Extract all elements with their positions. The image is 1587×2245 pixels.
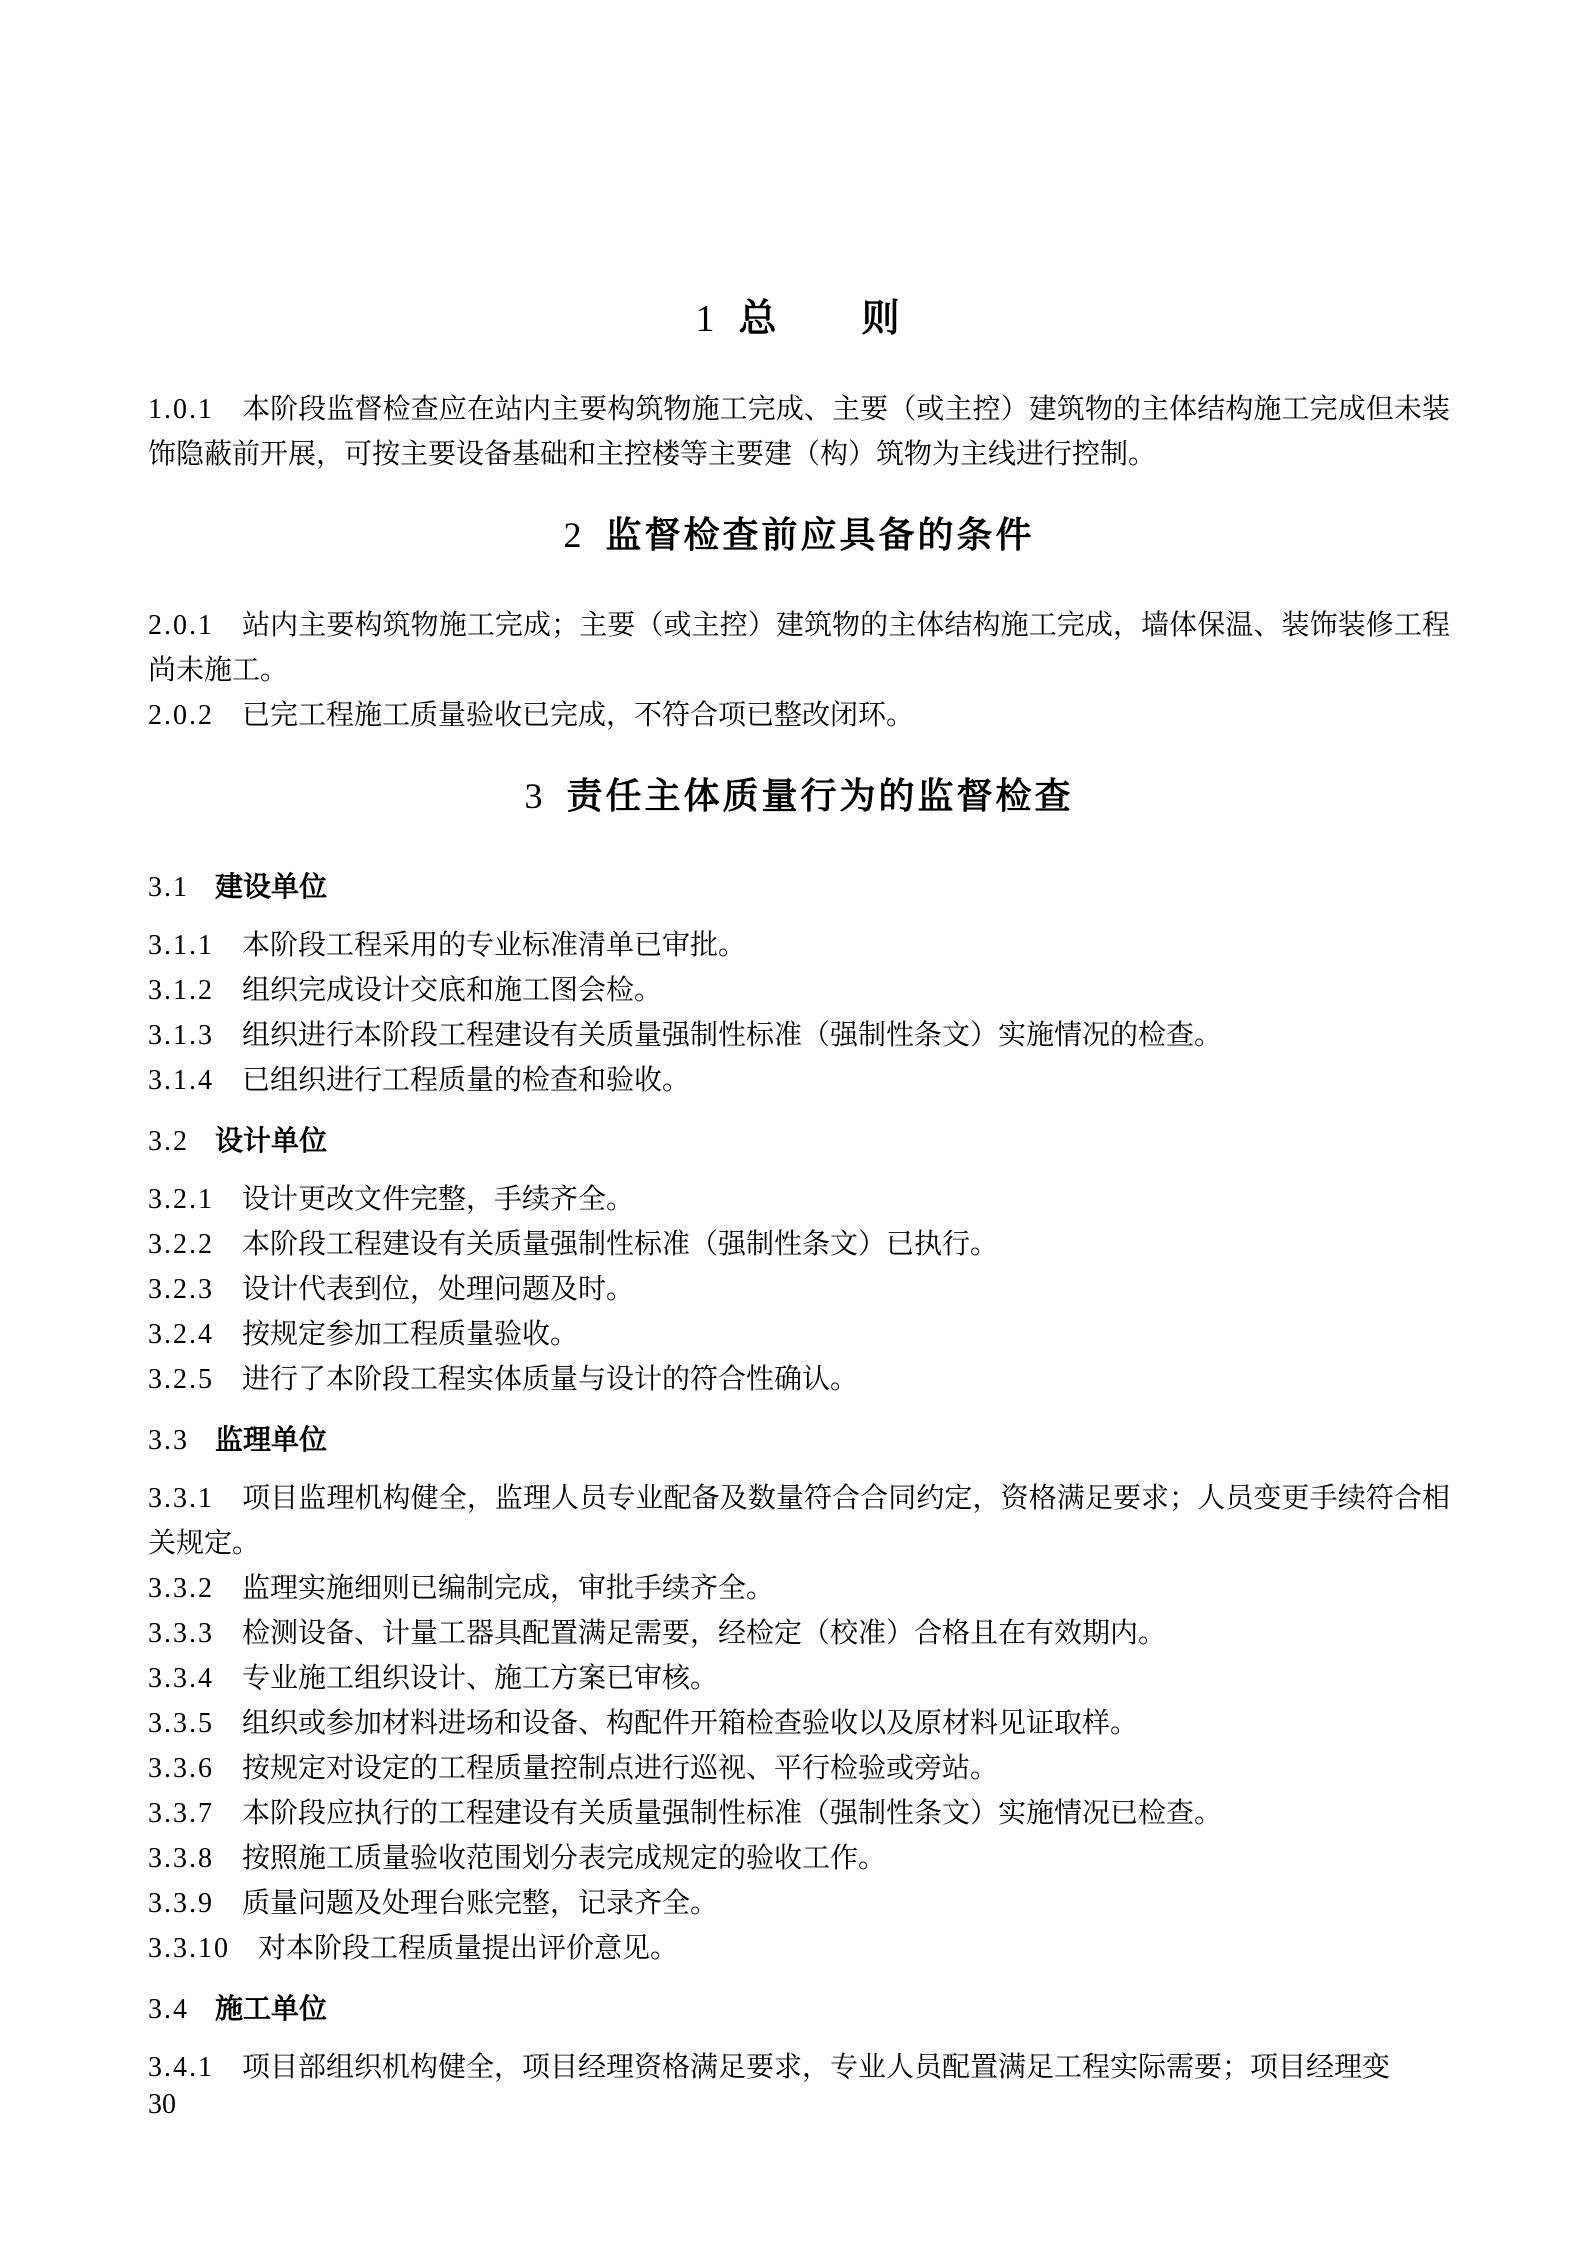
- clause-3-3-2: [148, 1566, 1450, 1611]
- clause-text: 专业施工组织设计、施工方案已审核。: [242, 1663, 719, 1694]
- chapter-3-number: 3: [524, 776, 543, 816]
- clause-number: 3.1.4: [148, 1065, 214, 1096]
- clause-text: 检测设备、计量工器具配置满足需要，经检定（校准）合格且在有效期内。: [242, 1618, 1167, 1649]
- subsection-3-2-title: 设计单位: [215, 1125, 328, 1156]
- clause-3-3-8: [148, 1836, 1450, 1881]
- clause-number: 3.3.9: [148, 1888, 214, 1919]
- chapter-1-heading: [148, 299, 1450, 339]
- clause-number: 3.3.5: [148, 1708, 214, 1739]
- clause-3-2-5: [148, 1357, 1450, 1402]
- clause-text: 已完工程施工质量验收已完成，不符合项已整改闭环。: [242, 700, 915, 731]
- clause-3-1-3: [148, 1013, 1450, 1058]
- clause-number: 1.0.1: [148, 394, 214, 425]
- clause-number: 3.1.1: [148, 930, 214, 961]
- clause-number: 3.2.1: [148, 1184, 214, 1215]
- clause-3-3-6: [148, 1746, 1450, 1791]
- subsection-3-3-heading: [148, 1417, 1450, 1463]
- clause-number: 2.0.2: [148, 700, 214, 731]
- clause-text: 站内主要构筑物施工完成；主要（或主控）建筑物的主体结构施工完成，墙体保温、装饰装修工程尚未施工。: [148, 610, 1450, 686]
- clause-number: 3.2.3: [148, 1274, 214, 1305]
- clause-text: 本阶段工程建设有关质量强制性标准（强制性条文）已执行。: [242, 1229, 999, 1260]
- clause-3-3-7: [148, 1791, 1450, 1836]
- subsection-3-1-heading: [148, 864, 1450, 910]
- clause-number: 3.3.7: [148, 1798, 214, 1829]
- clause-3-2-3: [148, 1267, 1450, 1312]
- subsection-3-2-heading: [148, 1118, 1450, 1164]
- clause-3-3-3: [148, 1611, 1450, 1656]
- chapter-1-title: 总 则: [738, 298, 903, 340]
- clause-text: 本阶段监督检查应在站内主要构筑物施工完成、主要（或主控）建筑物的主体结构施工完成但未装饰隐蔽前开展，可按主要设备基础和主控楼等主要建（构）筑物为主线进行控制。: [148, 394, 1450, 470]
- clause-3-3-9: [148, 1881, 1450, 1926]
- clause-text: 进行了本阶段工程实体质量与设计的符合性确认。: [242, 1364, 859, 1395]
- clause-number: 3.3.1: [148, 1483, 214, 1514]
- clause-text: 项目监理机构健全，监理人员专业配备及数量符合合同约定，资格满足要求；人员变更手续符合相关规定。: [148, 1483, 1450, 1559]
- clause-3-4-1: [148, 2045, 1450, 2090]
- clause-number: 3.3.2: [148, 1573, 214, 1604]
- clause-number: 3.1.2: [148, 975, 214, 1006]
- clause-3-3-4: [148, 1656, 1450, 1701]
- clause-number: 3.3.4: [148, 1663, 214, 1694]
- clause-2-0-2: [148, 693, 1450, 738]
- clause-text: 组织完成设计交底和施工图会检。: [242, 975, 663, 1006]
- clause-3-2-2: [148, 1222, 1450, 1267]
- clause-2-0-1: [148, 603, 1450, 693]
- chapter-2-heading: [148, 515, 1450, 555]
- clause-number: 3.4.1: [148, 2052, 214, 2083]
- subsection-3-2-number: 3.2: [148, 1126, 189, 1157]
- clause-3-2-4: [148, 1312, 1450, 1357]
- clause-3-3-1: [148, 1476, 1450, 1566]
- clause-text: 质量问题及处理台账完整，记录齐全。: [242, 1888, 719, 1919]
- subsection-3-3-number: 3.3: [148, 1425, 189, 1456]
- chapter-2-number: 2: [563, 515, 582, 555]
- chapter-2-title: 监督检查前应具备的条件: [605, 514, 1035, 555]
- chapter-1-number: 1: [695, 298, 715, 340]
- clause-1-0-1: [148, 387, 1450, 477]
- clause-text: 按规定对设定的工程质量控制点进行巡视、平行检验或旁站。: [242, 1753, 999, 1784]
- chapter-3-heading: [148, 776, 1450, 816]
- clause-3-1-1: [148, 923, 1450, 968]
- clause-number: 3.3.6: [148, 1753, 214, 1784]
- clause-text: 对本阶段工程质量提出评价意见。: [258, 1933, 679, 1964]
- clause-number: 3.2.5: [148, 1364, 214, 1395]
- clause-text: 已组织进行工程质量的检查和验收。: [242, 1065, 691, 1096]
- clause-number: 3.2.4: [148, 1319, 214, 1350]
- clause-3-2-1: [148, 1177, 1450, 1222]
- subsection-3-4-number: 3.4: [148, 1994, 189, 2025]
- clause-text: 按规定参加工程质量验收。: [242, 1319, 579, 1350]
- clause-text: 设计代表到位，处理问题及时。: [242, 1274, 635, 1305]
- clause-3-1-2: [148, 968, 1450, 1013]
- clause-number: 3.2.2: [148, 1229, 214, 1260]
- subsection-3-4-title: 施工单位: [215, 1993, 328, 2024]
- page-number: 30: [148, 2089, 176, 2120]
- clause-text: 按照施工质量验收范围划分表完成规定的验收工作。: [242, 1843, 887, 1874]
- clause-3-3-10: [148, 1926, 1450, 1971]
- clause-text: 本阶段应执行的工程建设有关质量强制性标准（强制性条文）实施情况已检查。: [242, 1798, 1223, 1829]
- subsection-3-4-heading: [148, 1986, 1450, 2032]
- clause-text: 监理实施细则已编制完成，审批手续齐全。: [242, 1573, 775, 1604]
- clause-3-1-4: [148, 1058, 1450, 1103]
- clause-text: 本阶段工程采用的专业标准清单已审批。: [242, 930, 747, 961]
- clause-text: 项目部组织机构健全，项目经理资格满足要求，专业人员配置满足工程实际需要；项目经理变: [242, 2052, 1391, 2083]
- clause-text: 设计更改文件完整，手续齐全。: [242, 1184, 635, 1215]
- clause-number: 3.3.10: [148, 1933, 230, 1964]
- clause-number: 3.1.3: [148, 1020, 214, 1051]
- clause-number: 3.3.8: [148, 1843, 214, 1874]
- subsection-3-1-title: 建设单位: [215, 871, 328, 902]
- clause-number: 2.0.1: [148, 610, 214, 641]
- clause-text: 组织或参加材料进场和设备、构配件开箱检查验收以及原材料见证取样。: [242, 1708, 1139, 1739]
- subsection-3-3-title: 监理单位: [215, 1424, 328, 1455]
- chapter-3-title: 责任主体质量行为的监督检查: [566, 775, 1074, 816]
- subsection-3-1-number: 3.1: [148, 872, 189, 903]
- clause-number: 3.3.3: [148, 1618, 214, 1649]
- clause-text: 组织进行本阶段工程建设有关质量强制性标准（强制性条文）实施情况的检查。: [242, 1020, 1223, 1051]
- clause-3-3-5: [148, 1701, 1450, 1746]
